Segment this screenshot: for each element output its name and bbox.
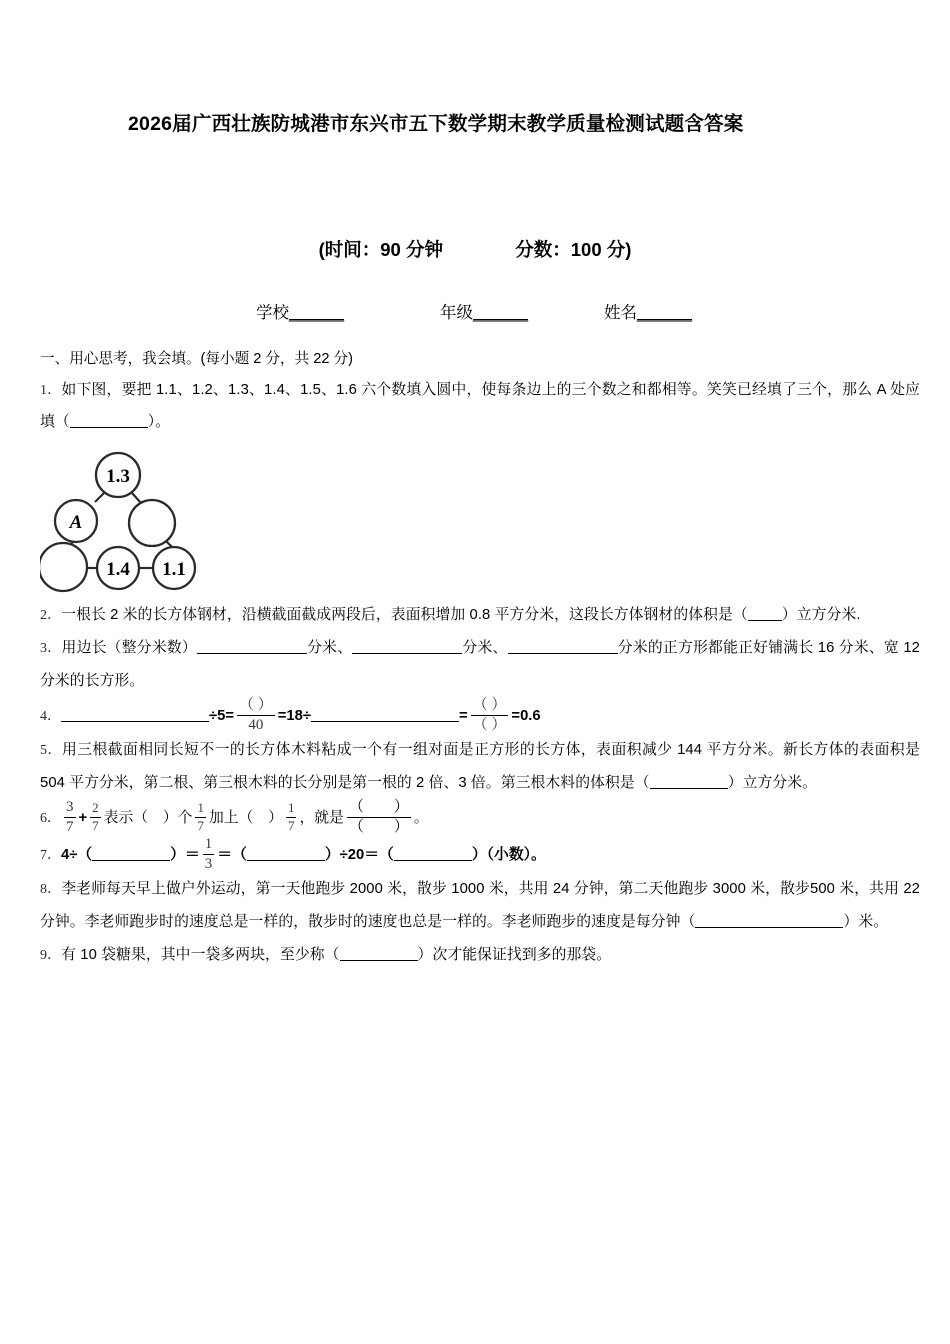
question-4-fraction-2-numerator: （ ） xyxy=(471,697,509,716)
circle-bottom-mid-label: 1.4 xyxy=(106,559,130,581)
question-6-text-b: 加上（ ） xyxy=(208,810,283,827)
question-3-text-d: 分米的正方形都能正好铺满长 16 分米、宽 12 分米的长方 xyxy=(40,640,920,689)
question-9-answer-blank[interactable] xyxy=(340,960,418,961)
question-6-fraction-d-numerator: 1 xyxy=(286,801,297,818)
field-name-label: 姓名 xyxy=(604,304,637,322)
circle-bottom-left xyxy=(40,543,87,591)
question-2-text-a: 一根长 2 米的长方体钢材，沿横截面截成两段后，表面积增加 0.8 平方分米，这段长方体钢材的体积 xyxy=(61,607,719,624)
question-4-op-3: = xyxy=(459,708,468,725)
question-2 xyxy=(40,599,920,632)
field-name xyxy=(604,299,692,323)
question-5-text-d: 分米。 xyxy=(772,775,818,792)
question-1 xyxy=(40,374,920,440)
question-4-fraction-1-denominator: 40 xyxy=(248,716,264,733)
question-1-text-a: 如下图，要把 1.1、1.2、1.3、1.4、1.5、1.6 六个数填入圆中，使每条边上的三个数之和都相等。笑笑已经填了三个，那 xyxy=(61,381,858,398)
section-heading-fill-in: 一、用心思考，我会填。(每小题 2 分，共 22 分) xyxy=(40,351,353,367)
question-6-fraction-c xyxy=(195,801,206,833)
question-3-blank-2[interactable] xyxy=(352,653,462,654)
question-1-number: 1． xyxy=(40,382,62,398)
question-7-text-a: 4÷（ xyxy=(61,846,93,863)
exam-time-label: (时间：90 分钟 xyxy=(318,239,443,260)
question-6-fraction-d xyxy=(286,801,297,833)
question-5-answer-blank[interactable] xyxy=(650,788,728,789)
question-7-text-d: ）÷20＝（ xyxy=(324,846,394,863)
question-3-number: 3． xyxy=(40,641,62,657)
question-4-fraction-1-numerator: （ ） xyxy=(237,697,275,716)
question-6-fraction-a-numerator: 3 xyxy=(64,799,76,818)
question-2-answer-blank[interactable] xyxy=(748,620,782,621)
question-6-fraction-a-denominator: 7 xyxy=(66,818,74,835)
question-6-fraction-c-denominator: 7 xyxy=(197,817,204,833)
question-7-text-b: ）＝ xyxy=(170,846,200,863)
question-6-fraction-c-numerator: 1 xyxy=(195,801,206,818)
question-5 xyxy=(40,734,920,800)
question-4-fraction-1 xyxy=(237,697,275,734)
question-8-text-c: ）米。 xyxy=(843,914,889,931)
question-4-blank-1[interactable] xyxy=(61,721,209,722)
field-school-label: 学校 xyxy=(256,304,289,322)
triangle-magic-circles-diagram xyxy=(40,445,240,597)
question-6-text-c: ，就是 xyxy=(299,810,344,827)
field-grade-blank[interactable]: ______ xyxy=(473,304,529,322)
question-3-text-b: 分米、 xyxy=(306,640,353,657)
question-7-fraction-1-numerator: 1 xyxy=(203,836,215,855)
question-6-fraction-e xyxy=(347,799,411,836)
question-1-text-b: 么 A 处应填（ xyxy=(40,381,920,431)
question-4-fraction-2-denominator: （ ） xyxy=(472,716,507,733)
question-6-fraction-d-denominator: 7 xyxy=(287,817,295,833)
question-2-text-c: ）立方分米. xyxy=(781,607,861,624)
question-7-fraction-1-denominator: 3 xyxy=(204,855,213,872)
question-7-text-c: ＝（ xyxy=(217,846,247,863)
question-1-answer-blank[interactable] xyxy=(70,427,148,428)
question-9-text-a: 有 10 袋糖果，其中一袋多两块，至少称（ xyxy=(61,946,340,963)
question-7-blank-2[interactable] xyxy=(247,860,325,861)
question-9-number: 9． xyxy=(40,947,62,963)
question-7-number: 7． xyxy=(40,847,61,863)
question-5-number: 5． xyxy=(40,743,62,759)
question-1-text-c: ）。 xyxy=(147,414,171,431)
question-4 xyxy=(40,698,920,735)
exam-body xyxy=(40,348,920,972)
question-8-number: 8． xyxy=(40,882,62,898)
question-7-fraction-1 xyxy=(203,836,215,873)
question-6 xyxy=(40,800,920,837)
question-6-fraction-b-numerator: 2 xyxy=(90,801,101,818)
question-5-text-a: 用三根截面相同长短不一的长方体木料粘成一个有一组对面是正方形的长方体，表面积减少 144 平方分米。新长方 xyxy=(61,742,829,759)
exam-score-label: 分数：100 分) xyxy=(515,239,632,260)
question-3-blank-1[interactable] xyxy=(197,653,307,654)
question-4-op-4: =0.6 xyxy=(511,708,541,725)
question-3-blank-3[interactable] xyxy=(508,653,618,654)
question-8 xyxy=(40,873,920,939)
exam-meta xyxy=(0,236,950,262)
question-2-text-b: 是（ xyxy=(718,607,748,624)
question-4-op-1: ÷5= xyxy=(209,708,234,725)
question-9 xyxy=(40,939,920,972)
question-4-fraction-2 xyxy=(471,697,509,734)
circle-mid-left-label: A xyxy=(69,512,83,534)
circle-top-label: 1.3 xyxy=(106,466,130,488)
question-6-number: 6． xyxy=(40,811,61,827)
question-4-blank-2[interactable] xyxy=(311,721,459,722)
question-4-number: 4． xyxy=(40,709,61,725)
field-grade xyxy=(440,299,528,323)
edge-top-midright xyxy=(132,493,141,503)
question-7 xyxy=(40,837,920,874)
field-school-blank[interactable]: ______ xyxy=(289,304,345,322)
question-6-fraction-e-numerator[interactable]: （ ） xyxy=(347,799,411,818)
question-6-fraction-e-denominator[interactable]: （ ） xyxy=(348,817,409,835)
question-7-text-e: ）（小数）。 xyxy=(471,846,546,863)
question-8-text-a: 李老师每天早上做户外运动，第一天他跑步 2000 米，散步 1000 米，共用 24 分钟，第二天他跑步 3000 米，散步 xyxy=(61,881,811,898)
question-4-op-2: =18÷ xyxy=(277,708,311,725)
question-8-answer-blank[interactable] xyxy=(695,927,843,928)
circle-bottom-right-label: 1.1 xyxy=(162,559,186,581)
question-3-text-a: 用边长（整分米数） xyxy=(61,640,197,657)
edge-top-midleft xyxy=(95,493,104,502)
question-6-text-a: 表示（ ）个 xyxy=(103,810,193,827)
field-name-blank[interactable]: ______ xyxy=(637,304,693,322)
question-9-text-b: ）次才能保证找到多的那袋。 xyxy=(417,946,612,963)
page-title: 2026届广西壮族防城港市东兴市五下数学期末教学质量检测试题含答案 xyxy=(128,113,744,135)
question-5-text-c: ）立方 xyxy=(727,775,773,792)
question-7-blank-1[interactable] xyxy=(92,860,170,861)
question-6-fraction-b xyxy=(90,801,101,833)
question-8-text-b: 500 米，共用 22 分钟。李老师跑步时的速度总是一样的，散步时的速度也总是一样的。李老师跑步的速度是每分钟（ xyxy=(40,881,920,931)
field-grade-label: 年级 xyxy=(440,304,473,322)
question-6-plus-sign: + xyxy=(78,810,88,827)
question-6-fraction-b-denominator: 7 xyxy=(92,817,99,833)
question-3-text-e: 形。 xyxy=(114,672,145,689)
question-2-number: 2． xyxy=(40,608,62,624)
question-6-text-d: 。 xyxy=(413,810,429,827)
circle-mid-right xyxy=(129,500,175,546)
question-7-blank-3[interactable] xyxy=(394,860,472,861)
question-1-figure xyxy=(40,445,920,597)
question-3 xyxy=(40,632,920,698)
question-5-text-b: 体的表面积是 504 平方分米，第二根、第三根木料的长分别是第一根的 2 倍、3 倍。第三根木料的体积是（ xyxy=(40,742,921,792)
field-school xyxy=(256,299,344,323)
question-3-text-c: 分米、 xyxy=(462,640,508,657)
question-6-fraction-a xyxy=(64,799,76,836)
